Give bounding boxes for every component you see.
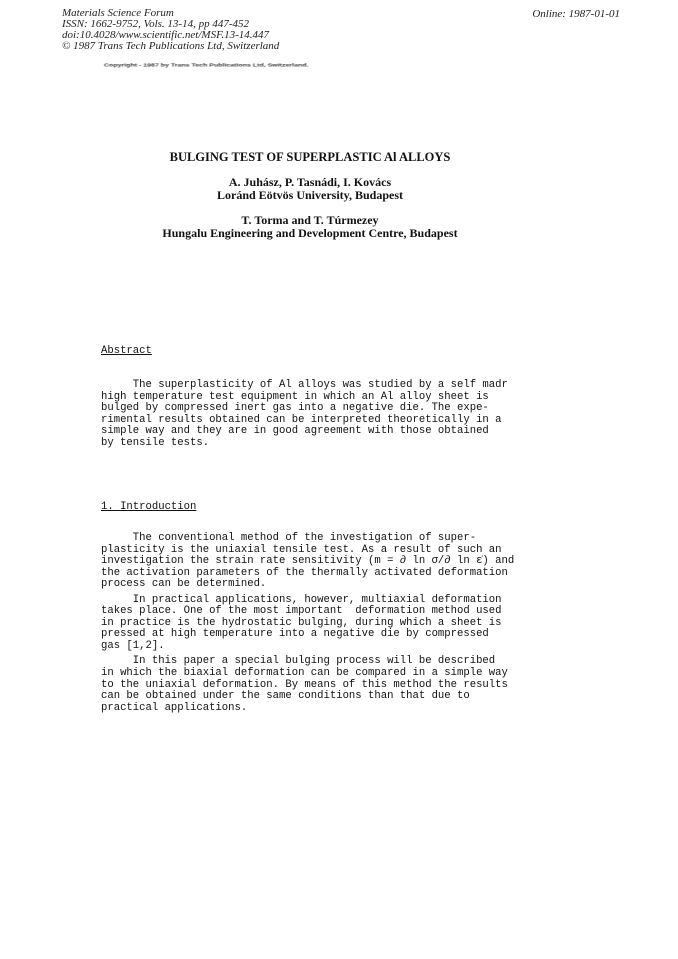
text-line: in which the biaxial deformation can be compared in a simple way (101, 667, 508, 680)
text-line: In this paper a special bulging process will be described (101, 655, 496, 668)
header-line: Materials Science Forum (62, 7, 174, 19)
online-date: Online: 1987-01-01 (532, 8, 620, 20)
text-line: The conventional method of the investigation of super- (101, 532, 477, 544)
text-line: investigation the strain rate sensitivity (m = ∂ ln σ/∂ ln ε̇) and (101, 555, 515, 568)
text-line: simple way and they are in good agreement with those obtained (101, 425, 489, 438)
abstract-heading: Abstract (101, 345, 152, 357)
text-line: process can be determined. (101, 578, 267, 591)
text-line: plasticity is the uniaxial tensile test. As a result of such an (101, 543, 502, 556)
text-line: the activation parameters of the thermally activated deformation (101, 566, 508, 579)
paper-title: BULGING TEST OF SUPERPLASTIC Al ALLOYS (169, 150, 451, 164)
authors-1: A. Juhász, P. Tasnádi, I. Kovács (228, 175, 392, 189)
text-line: to the uniaxial deformation. By means of this method the results (101, 678, 508, 691)
header-line: doi:10.4028/www.scientific.net/MSF.13-14.447 (62, 29, 270, 41)
text-line: bulged by compressed inert gas into a negative die. The expe- (101, 402, 489, 415)
affiliation-1: Loránd Eötvös University, Budapest (216, 188, 404, 202)
text-line: high temperature test equipment in which an Al alloy sheet is (101, 390, 489, 403)
text-line: pressed at high temperature into a negative die by compressed (101, 628, 489, 641)
intro-heading: 1. Introduction (101, 501, 197, 513)
scan-copyright: Copyright - 1987 by Trans Tech Publications Ltd, Switzerland. (104, 63, 309, 68)
text-line: practical applications. (101, 701, 248, 714)
text-line: takes place. One of the most important deformation method used (101, 605, 502, 618)
text-line: The superplasticity of Al alloys was studied by a self madr (101, 379, 508, 391)
text-line: in practice is the hydrostatic bulging, during which a sheet is (101, 616, 502, 629)
affiliation-2: Hungalu Engineering and Development Centre, Budapest (162, 226, 458, 240)
text-line: by tensile tests. (101, 436, 210, 449)
header-line: ISSN: 1662-9752, Vols. 13-14, pp 447-452 (62, 18, 249, 30)
intro-body (101, 533, 514, 714)
text-line: gas [1,2]. (101, 639, 165, 652)
text-line: can be obtained under the same conditions than that due to (101, 690, 470, 703)
header-line: © 1987 Trans Tech Publications Ltd, Switzerland (62, 40, 280, 52)
authors-2: T. Torma and T. Túrmezey (241, 213, 379, 227)
journal-header (62, 8, 279, 52)
text-line: rimental results obtained can be interpreted theoretically in a (101, 413, 502, 426)
text-line: In practical applications, however, multiaxial deformation (101, 593, 502, 606)
abstract-body (101, 380, 508, 449)
